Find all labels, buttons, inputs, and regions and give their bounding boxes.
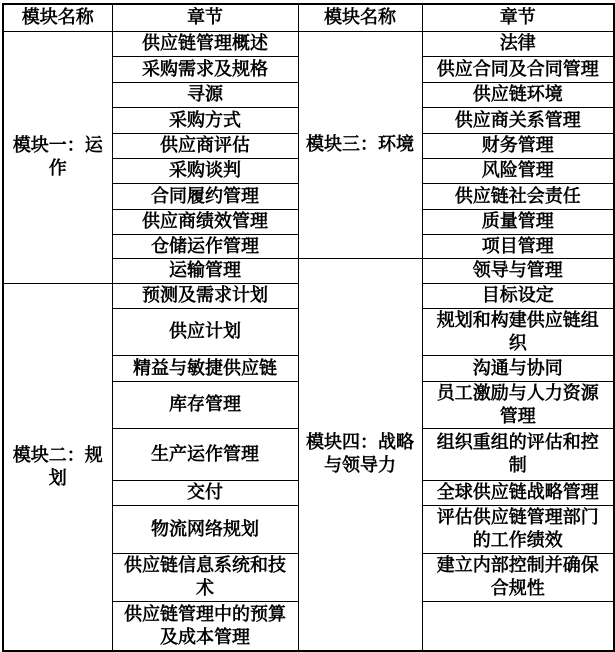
chapter-cell: 领导与管理	[422, 258, 614, 283]
chapter-cell: 物流网络规划	[112, 505, 298, 553]
chapter-cell: 供应链社会责任	[422, 183, 614, 209]
chapter-cell: 交付	[112, 480, 298, 505]
chapter-cell: 项目管理	[422, 234, 614, 258]
chapter-cell: 全球供应链战略管理	[422, 480, 614, 505]
module1-name-cell: 模块一：运作	[3, 31, 112, 283]
chapter-cell: 供应链管理中的预算及成本管理	[112, 601, 298, 651]
chapter-cell: 供应链环境	[422, 82, 614, 107]
chapter-cell: 供应链信息系统和技术	[112, 553, 298, 601]
chapter-cell: 运输管理	[112, 258, 298, 283]
chapter-cell: 供应链管理概述	[112, 31, 298, 56]
module4-name-cell: 模块四：战略与领导力	[298, 258, 422, 651]
header-row	[3, 4, 614, 31]
module2-name-cell: 模块二：规划	[3, 283, 112, 651]
chapter-cell: 目标设定	[422, 283, 614, 308]
chapter-cell: 财务管理	[422, 133, 614, 158]
chapter-cell: 供应计划	[112, 308, 298, 355]
chapter-cell: 员工激励与人力资源管理	[422, 381, 614, 428]
chapter-cell: 采购需求及规格	[112, 56, 298, 82]
chapter-cell-empty	[422, 601, 614, 651]
chapter-cell: 沟通与协同	[422, 355, 614, 381]
header-module-name-right: 模块名称	[298, 4, 422, 31]
chapter-cell: 仓储运作管理	[112, 234, 298, 258]
chapter-cell: 风险管理	[422, 158, 614, 183]
chapter-cell: 法律	[422, 31, 614, 56]
chapter-cell: 评估供应链管理部门的工作绩效	[422, 505, 614, 553]
course-modules-table	[2, 3, 615, 652]
chapter-cell: 规划和构建供应链组织	[422, 308, 614, 355]
header-chapter-left: 章节	[112, 4, 298, 31]
header-chapter-right: 章节	[422, 4, 614, 31]
chapter-cell: 精益与敏捷供应链	[112, 355, 298, 381]
chapter-cell: 组织重组的评估和控制	[422, 428, 614, 480]
chapter-cell: 建立内部控制并确保合规性	[422, 553, 614, 601]
chapter-cell: 供应商关系管理	[422, 107, 614, 133]
header-module-name-left: 模块名称	[3, 4, 112, 31]
chapter-cell: 预测及需求计划	[112, 283, 298, 308]
chapter-cell: 采购谈判	[112, 158, 298, 183]
chapter-cell: 供应合同及合同管理	[422, 56, 614, 82]
chapter-cell: 生产运作管理	[112, 428, 298, 480]
chapter-cell: 质量管理	[422, 209, 614, 234]
chapter-cell: 供应商绩效管理	[112, 209, 298, 234]
chapter-cell: 合同履约管理	[112, 183, 298, 209]
chapter-cell: 库存管理	[112, 381, 298, 428]
chapter-cell: 采购方式	[112, 107, 298, 133]
table-row	[3, 31, 614, 56]
chapter-cell: 供应商评估	[112, 133, 298, 158]
chapter-cell: 寻源	[112, 82, 298, 107]
module3-name-cell: 模块三：环境	[298, 31, 422, 258]
